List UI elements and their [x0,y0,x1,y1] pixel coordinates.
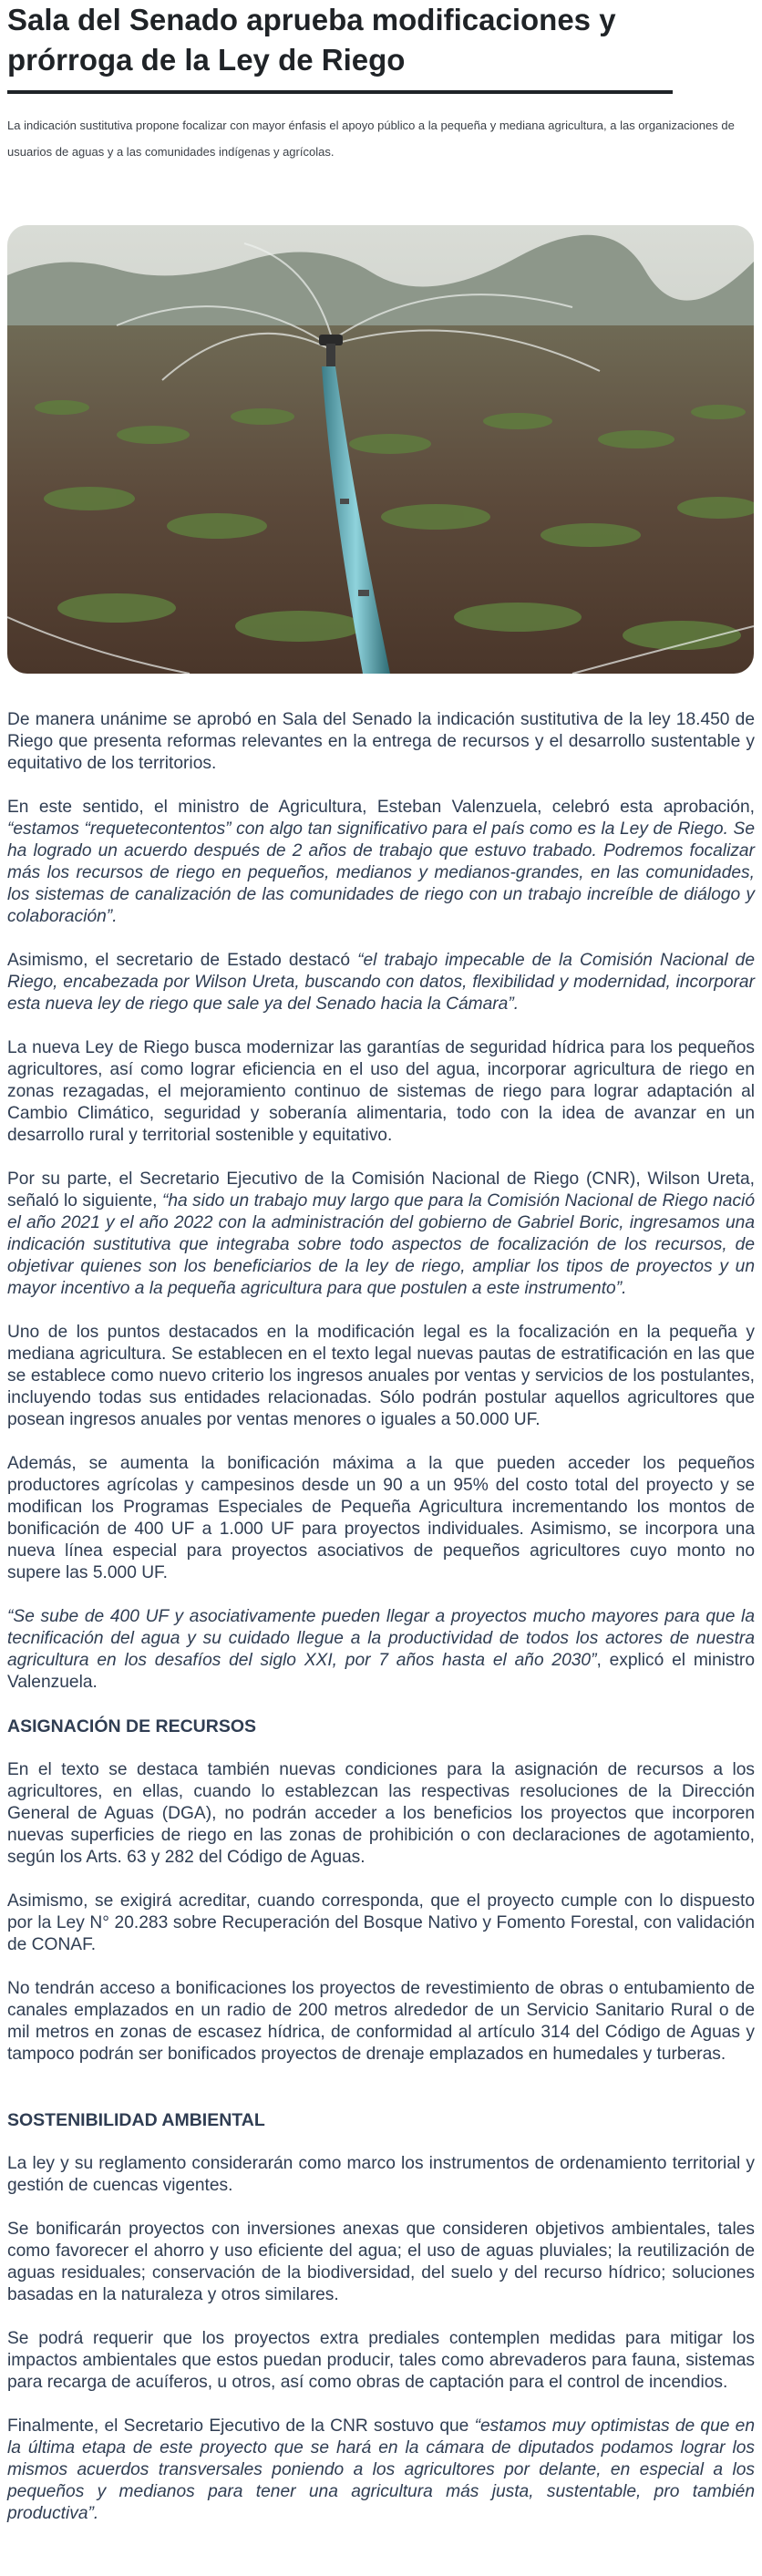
headline-divider [7,90,673,94]
paragraph: Se bonificarán proyectos con inversiones anexas que consideren objetivos ambientales, tales como favorecer el ahorro y uso eficiente del agua; el uso de aguas pluviales; la reutilización de aguas residuales; conservación de la biodiversidad, del suelo y del recurso hídrico; soluciones basadas en la naturaleza y otros similares. [7,2220,755,2304]
paragraph: Asimismo, se exigirá acreditar, cuando corresponda, que el proyecto cumple con lo dispuesto por la Ley N° 20.283 sobre Recuperación del Bosque Nativo y Fomento Forestal, con validación de CONAF. [7,1891,755,1954]
paragraph: “Se sube de 400 UF y asociativamente pueden llegar a proyectos mucho mayores para que la tecnificación del agua y su cuidado llegue a la productividad de todos los actores de nuestra agricultura en los desafíos del siglo XXI, por 7 años hasta el año 2030”, explicó el ministro Valenzuela. [7,1607,755,1692]
paragraph: No tendrán acceso a bonificaciones los proyectos de revestimiento de obras o entubamiento de canales emplazados en un radio de 200 metros alrededor de un Servicio Sanitario Rural o de mil metros en zonas de escasez hídrica, de conformidad al artículo 314 del Código de Aguas y tampoco podrán ser bonificados proyectos de drenaje emplazados en humedales y turberas. [7,1979,755,2064]
paragraph: Por su parte, el Secretario Ejecutivo de la Comisión Nacional de Riego (CNR), Wilson Ureta, señaló lo siguiente, “ha sido un trabajo muy largo que para la Comisión Nacional de Riego nació el año 2021 y el año 2022 con la administración del gobierno de Gabriel Boric, ingresamos una indicación sustitutiva que integraba sobre todo aspectos de focalización de los recursos, de objetivar quienes son los beneficiarios de la ley de riego, ampliar los tipos de proyectos y un mayor incentivo a la pequeña agricultura para que postulen a este instrumento”. [7,1170,755,1298]
paragraph: La nueva Ley de Riego busca modernizar las garantías de seguridad hídrica para los pequeños agricultores, así como lograr eficiencia en el uso del agua, incorporar agricultura de riego en zonas rezagadas, el mejoramiento continuo de sistemas de riego para lograr adaptación al Cambio Climático, seguridad y soberanía alimentaria, todo con la idea de avanzar en un desarrollo rural y territorial sostenible y equitativo. [7,1038,755,1145]
article-subtitle: La indicación sustitutiva propone focalizar con mayor énfasis el apoyo público a la pequeña y mediana agricultura, a las organizaciones de usuarios de aguas y a las comunidades indígenas y agrícolas. [7,118,735,159]
paragraph: Asimismo, el secretario de Estado destacó “el trabajo impecable de la Comisión Nacional de Riego, encabezada por Wilson Ureta, buscando con datos, flexibilidad y modernidad, incorporar esta nueva ley de riego que sale ya del Senado hacia la Cámara”. [7,951,755,1014]
paragraph: La ley y su reglamento considerarán como marco los instrumentos de ordenamiento territorial y gestión de cuencas vigentes. [7,2154,755,2195]
paragraph: En el texto se destaca también nuevas condiciones para la asignación de recursos a los agricultores, en ellas, cuando lo establezcan las respectivas resoluciones de la Dirección General de Aguas (DGA), no podrán acceder a los beneficios los proyectos que incorporen nuevas superficies de riego en las zonas de prohibición o con declaraciones de agotamiento, según los Arts. 63 y 282 del Código de Aguas. [7,1760,755,1867]
article-headline: Sala del Senado aprueba modificaciones y prórroga de la Ley de Riego [7,3,616,77]
paragraph: Finalmente, el Secretario Ejecutivo de la CNR sostuvo que “estamos muy optimistas de que en la última etapa de este proyecto que se hará en la cámara de diputados podamos lograr los mismos acuerdos transversales poniendo a los agricultores por delante, en especial a los pequeños y medianos para tener una agricultura más justa, sustentable, pro también productiva”. [7,2416,755,2523]
paragraph: De manera unánime se aprobó en Sala del Senado la indicación sustitutiva de la ley 18.450 de Riego que presenta reformas relevantes en la entrega de recursos y el desarrollo sustentable y equitativo de los territorios. [7,710,755,773]
paragraph: Además, se aumenta la bonificación máxima a la que pueden acceder los pequeños productores agrícolas y campesinos desde un 90 a un 95% del costo total del proyecto y se modifican los Programas Especiales de Pequeña Agricultura incrementando los montos de bonificación de 400 UF a 1.000 UF para proyectos individuales. Asimismo, se incorpora una nueva línea especial para proyectos asociativos de pequeños agricultores cuyo monto no supere las 5.000 UF. [7,1454,755,1582]
section-heading-sostenibilidad: SOSTENIBILIDAD AMBIENTAL [7,2110,265,2130]
paragraph: Se podrá requerir que los proyectos extra prediales contemplen medidas para mitigar los impactos ambientales que estos puedan producir, tales como abrevaderos para fauna, sistemas para recarga de acuíferos, u otros, así como obras de captación para el control de incendios. [7,2329,755,2392]
article-body [7,709,755,2547]
section-heading-recursos: ASIGNACIÓN DE RECURSOS [7,1716,257,1736]
paragraph: Uno de los puntos destacados en la modificación legal es la focalización en la pequeña y mediana agricultura. Se establecen en el texto legal nuevas pautas de estratificación en las que se establece como nuevo criterio los ingresos anuales por ventas y servicios de los postulantes, incluyendo todas sus entidades relacionadas. Sólo podrán postular aquellos agricultores que posean ingresos anuales por ventas menores o iguales a 50.000 UF. [7,1323,755,1429]
paragraph: En este sentido, el ministro de Agricultura, Esteban Valenzuela, celebró esta aprobación, “estamos “requetecontentos” con algo tan significativo para el país como es la Ley de Riego. Se ha logrado un acuerdo después de 2 años de trabajo que estuvo trabado. Podremos focalizar más los recursos de riego en pequeños, medianos y medianos-grandes, en las comunidades, los sistemas de canalización de las comunidades de riego con un trabajo increíble de diálogo y colaboración”. [7,798,755,926]
article-hero-image [7,225,754,674]
irrigation-sprinkler-photo [7,225,754,674]
